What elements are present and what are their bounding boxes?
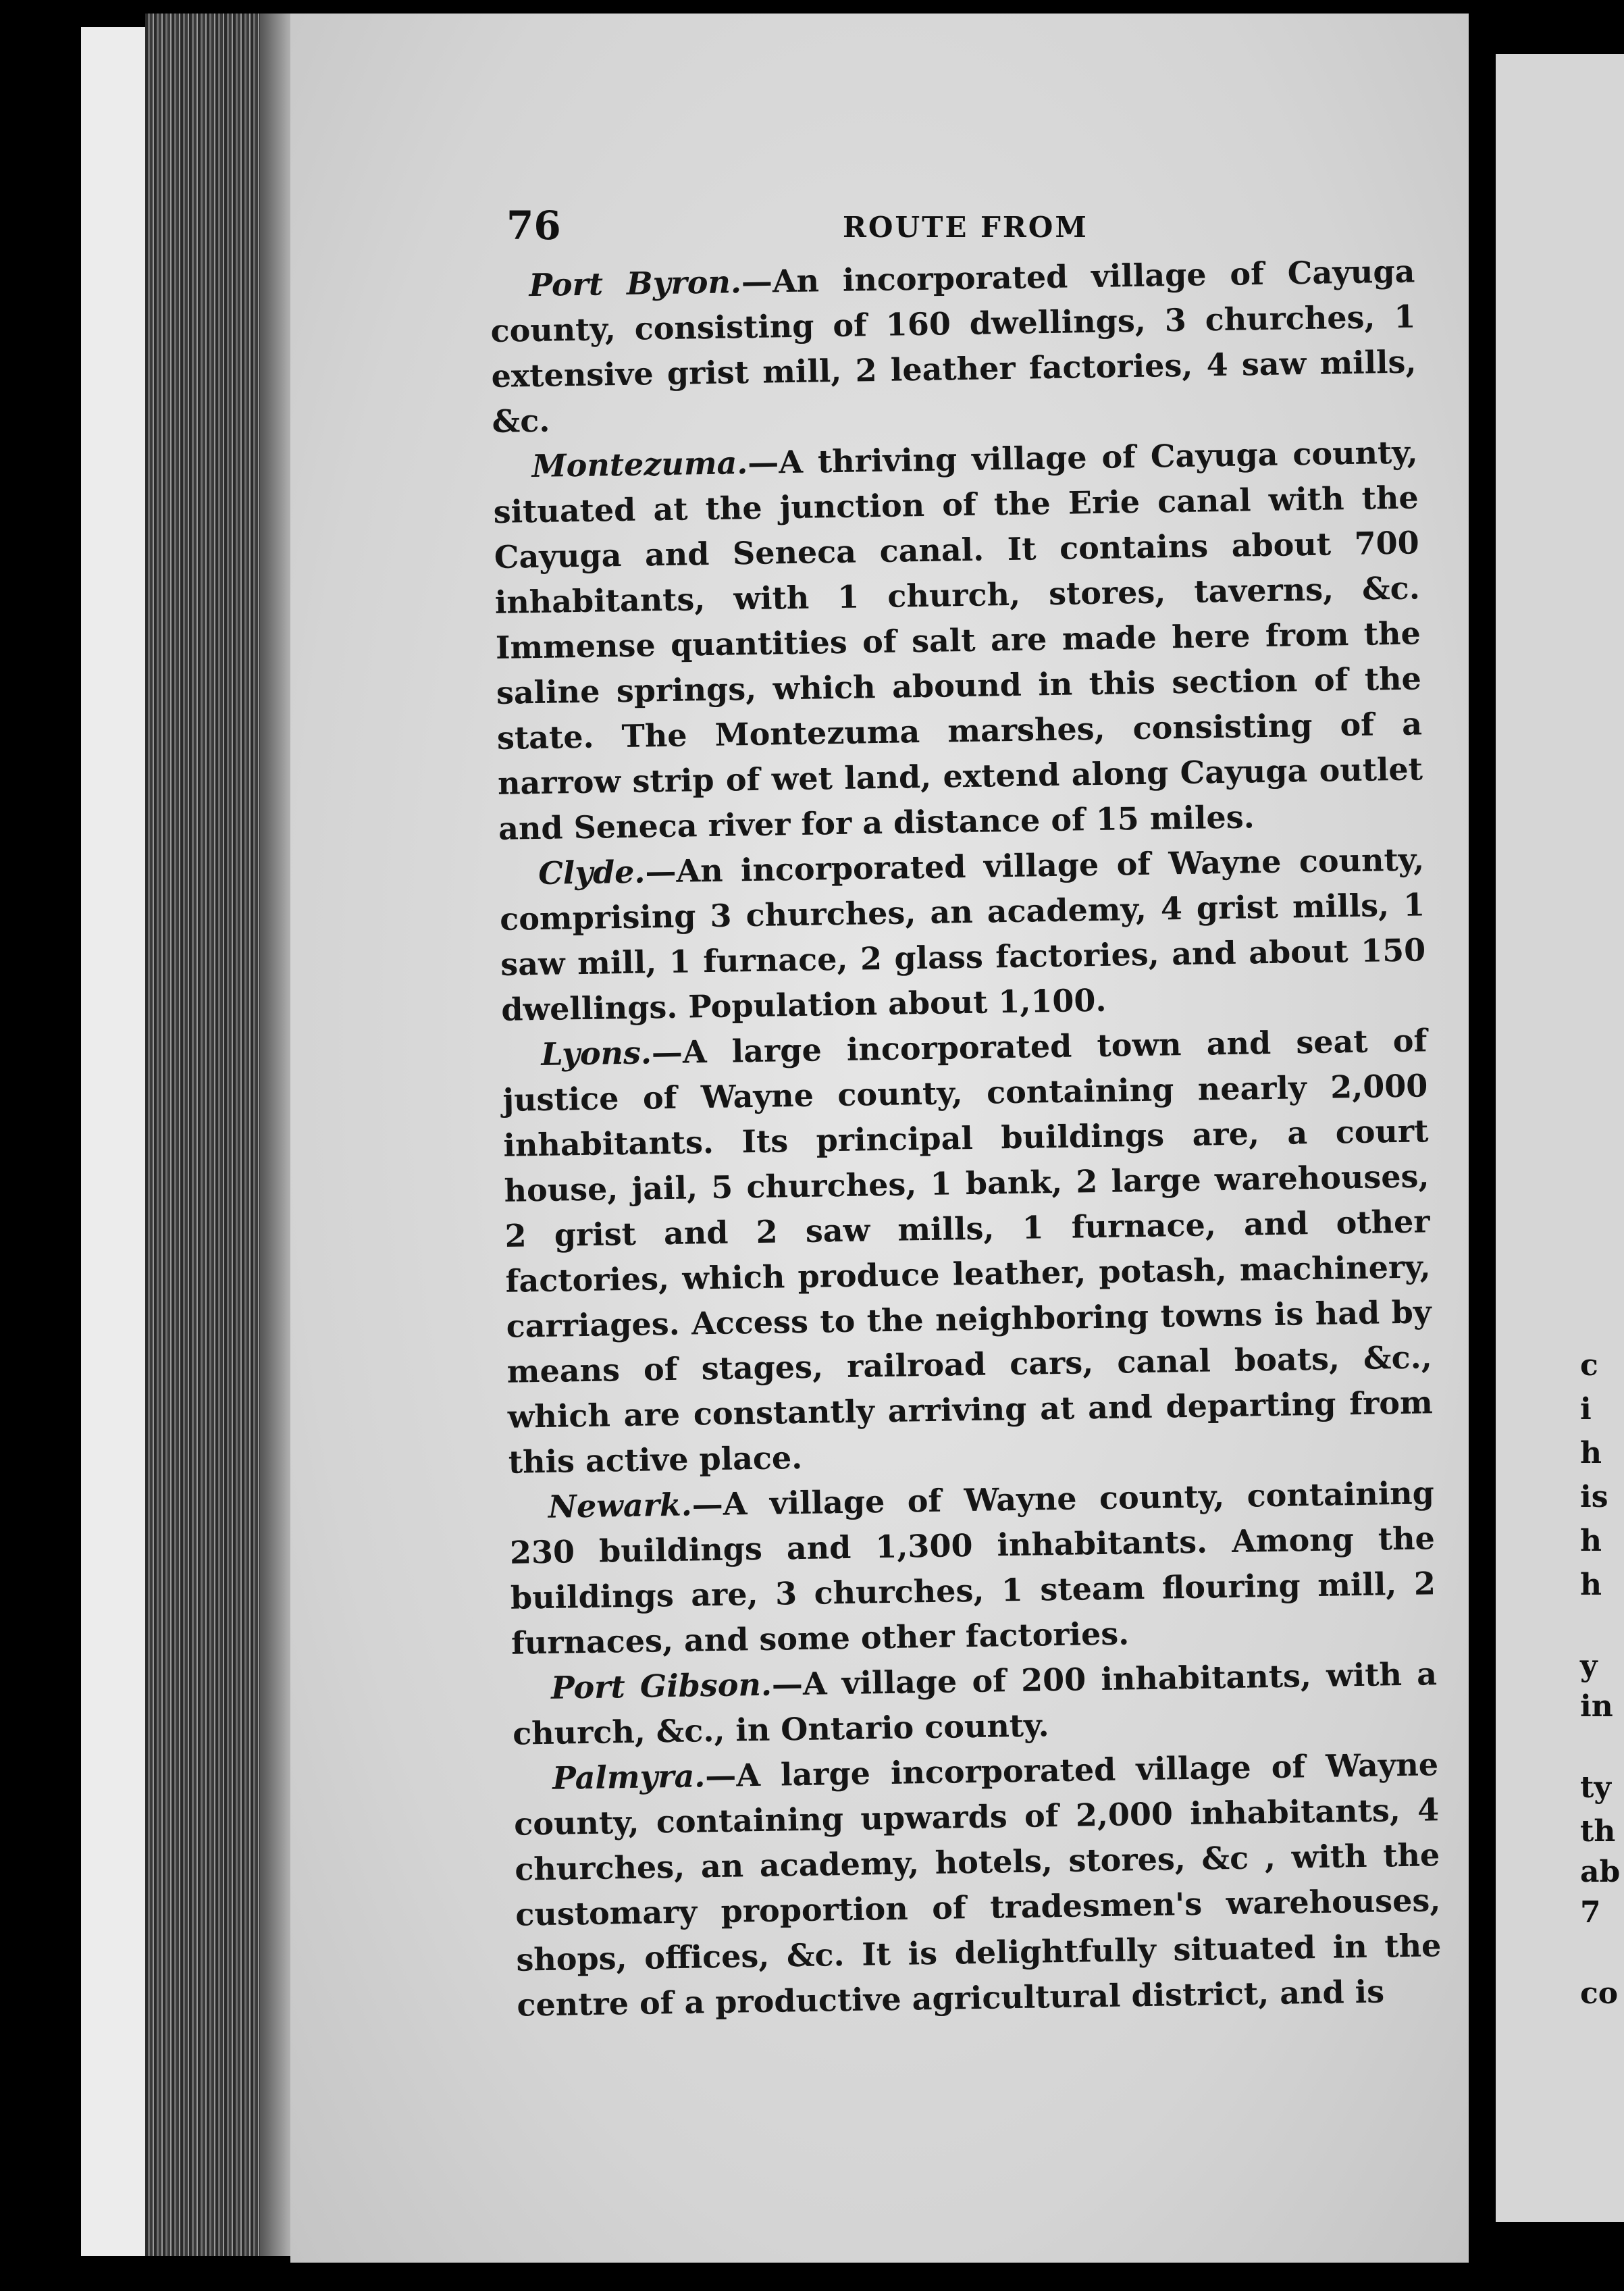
place-name: Palmyra. [552,1757,706,1797]
page-header [506,203,1398,257]
place-name: Port Gibson. [550,1666,772,1706]
entry-text: —An incorporated village of Wayne county, comprising 3 churches, an academy, 4 grist mills, 1 saw mill, 1 furnace, 2 glass factories, and about 150 dwellings. Population about 1,100. [499,841,1426,1028]
entry-port-byron [490,249,1417,444]
page-number: 76 [506,203,561,249]
scan-margin [81,27,149,2256]
entry-text: —A large incorporated town and seat of justice of Wayne county, containing nearly 2,000 inhabitants. Its principal buildings are, a court house, jail, 5 churches, 1 bank, 2 large warehouses, 2 grist and 2 saw mills, 1 furnace, and other factories, which produce leather, potash, machinery, carriages. Access to the neighboring towns is had by means of stages, railroad cars, canal boats, &c., which are constantly arriving at and departing from this active place. [502,1022,1434,1481]
facing-fragment: y [1580,1649,1598,1683]
entry-clyde [499,837,1427,1032]
entry-montezuma [492,430,1423,851]
facing-page [1496,54,1624,2222]
place-name: Newark. [548,1486,693,1525]
place-name: Montezuma. [531,444,748,485]
page-edges [145,14,294,2256]
facing-fragment: co [1580,1976,1619,2011]
entry-text: —A thriving village of Cayuga county, situated at the junction of the Erie canal with the Cayuga and Seneca canal. It contains about 700 inhabitants, with 1 church, stores, taverns, &c. Immense quantities of salt are made here from the saline springs, which abound in this section of the state. The Montezuma marshes, consisting of a narrow strip of wet land, extend along Cayuga outlet and Seneca river for a distance of 15 miles. [493,434,1423,847]
place-name: Clyde. [538,853,646,892]
facing-fragment: ty [1580,1770,1611,1805]
facing-fragment: h [1580,1436,1602,1470]
facing-fragment: h [1580,1524,1602,1558]
facing-fragment: h [1580,1568,1602,1602]
place-name: Port Byron. [529,263,742,304]
facing-fragment: 7 [1580,1895,1601,1930]
entry-newark [508,1470,1436,1666]
place-name: Lyons. [540,1034,652,1073]
facing-fragment: ab [1580,1855,1621,1889]
facing-fragment: c [1580,1348,1598,1383]
entry-lyons [502,1018,1434,1485]
facing-fragment: th [1580,1814,1616,1849]
entry-text: —A large incorporated village of Wayne county, containing upwards of 2,000 inhabitants, 4 churches, an academy, hotels, stores, &c , with the customary proportion of tradesmen's warehouses, shops, offices, &c. It is delightfully situated in the centre of a productive agricultural district, and is [513,1746,1442,2024]
entry-text: —A village of Wayne county, containing 230 buildings and 1,300 inhabitants. Among the buildings are, 3 churches, 1 steam flouring mill, 2 furnaces, and some other factories. [509,1474,1436,1662]
entry-palmyra [513,1742,1442,2028]
page-body [490,249,1442,2028]
entry-text: —An incorporated village of Cayuga county, consisting of 160 dwellings, 3 churches, 1 extensive grist mill, 2 leather factories, 4 saw mills, &c. [490,253,1417,440]
entry-text: —A village of 200 inhabitants, with a church, &c., in Ontario county. [512,1655,1438,1752]
facing-fragment: i [1580,1392,1592,1426]
facing-fragment: in [1580,1689,1613,1724]
entry-port-gibson [512,1651,1438,1757]
running-head: ROUTE FROM [843,211,1089,244]
facing-fragment: is [1580,1480,1608,1514]
